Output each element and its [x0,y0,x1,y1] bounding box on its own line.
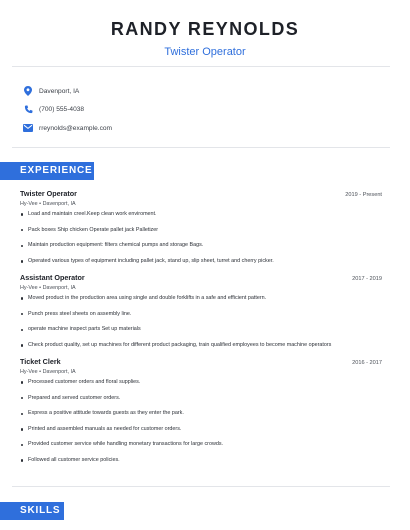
email-icon [21,121,35,135]
contact-location-text: Davenport, IA [39,87,80,95]
contact-email [20,119,390,137]
experience-divider [12,486,390,487]
company-location: Davenport, IA [42,369,76,375]
job-dates: 2017 - 2019 [352,276,382,282]
job-dates: 2019 - Present [345,192,382,198]
header-divider [12,66,390,67]
job-company: Hy-Vee • Davenport, IA [20,285,76,291]
job-dates: 2016 - 2017 [352,360,382,366]
resume-header [0,18,410,59]
company-location: Davenport, IA [42,201,76,207]
list-item: Load and maintain creel.Keep clean work enviroment. [20,211,382,218]
job-title: Ticket Clerk [20,357,61,366]
location-pin-icon [21,84,35,98]
job-bullets [20,211,382,265]
contact-list [20,82,390,138]
experience-heading: EXPERIENCE [0,162,94,180]
job-bullets [20,379,382,464]
phone-icon [21,103,35,117]
list-item: operate machine inspect parts Set up materials [20,326,382,333]
contact-phone [20,101,390,119]
company-name: Hy-Vee [20,201,38,207]
job-header [20,357,382,366]
list-item: Maintain production equipment: filters chemical pumps and storage Bags. [20,242,382,249]
job-title: Twister Operator [20,189,77,198]
company-name: Hy-Vee [20,285,38,291]
company-name: Hy-Vee [20,369,38,375]
list-item: Processed customer orders and floral supplies. [20,379,382,386]
list-item: Moved product in the production area using single and double forklifts in a safe and efficient pattern. [20,295,382,302]
list-item: Check product quality, set up machines for different product packaging, train qualified employees to become machine operators [20,342,382,349]
job-entry [20,273,382,357]
list-item: Operated various types of equipment including pallet jack, stand up, slip sheet, turret and cherry picker. [20,258,382,265]
candidate-name: RANDY REYNOLDS [110,19,300,39]
contact-phone-text: (700) 555-4038 [39,106,85,114]
job-header [20,189,382,198]
list-item: Prepared and served customer orders. [20,395,382,402]
list-item: Pack boxes Ship chicken Operate pallet jack Palletizer [20,227,382,234]
candidate-title: Twister Operator [164,46,246,58]
company-location: Davenport, IA [42,285,76,291]
list-item: Punch press steel sheets on assembly line. [20,311,382,318]
list-item: Printed and assembled manuals as needed for customer orders. [20,426,382,433]
contact-divider [12,147,390,148]
job-company: Hy-Vee • Davenport, IA [20,369,76,375]
job-entry [20,357,382,473]
job-entry [20,189,382,273]
contact-email-text: rreynolds@example.com [39,124,113,132]
job-header [20,273,382,282]
job-bullets [20,295,382,349]
skills-heading: SKILLS [0,502,64,520]
list-item: Provided customer service while handling monetary transactions for large crowds. [20,441,382,448]
list-item: Followed all customer service policies. [20,457,382,464]
contact-location [20,82,390,100]
list-item: Express a positive attitude towards guests as they enter the park. [20,410,382,417]
job-title: Assistant Operator [20,273,85,282]
job-company: Hy-Vee • Davenport, IA [20,201,76,207]
